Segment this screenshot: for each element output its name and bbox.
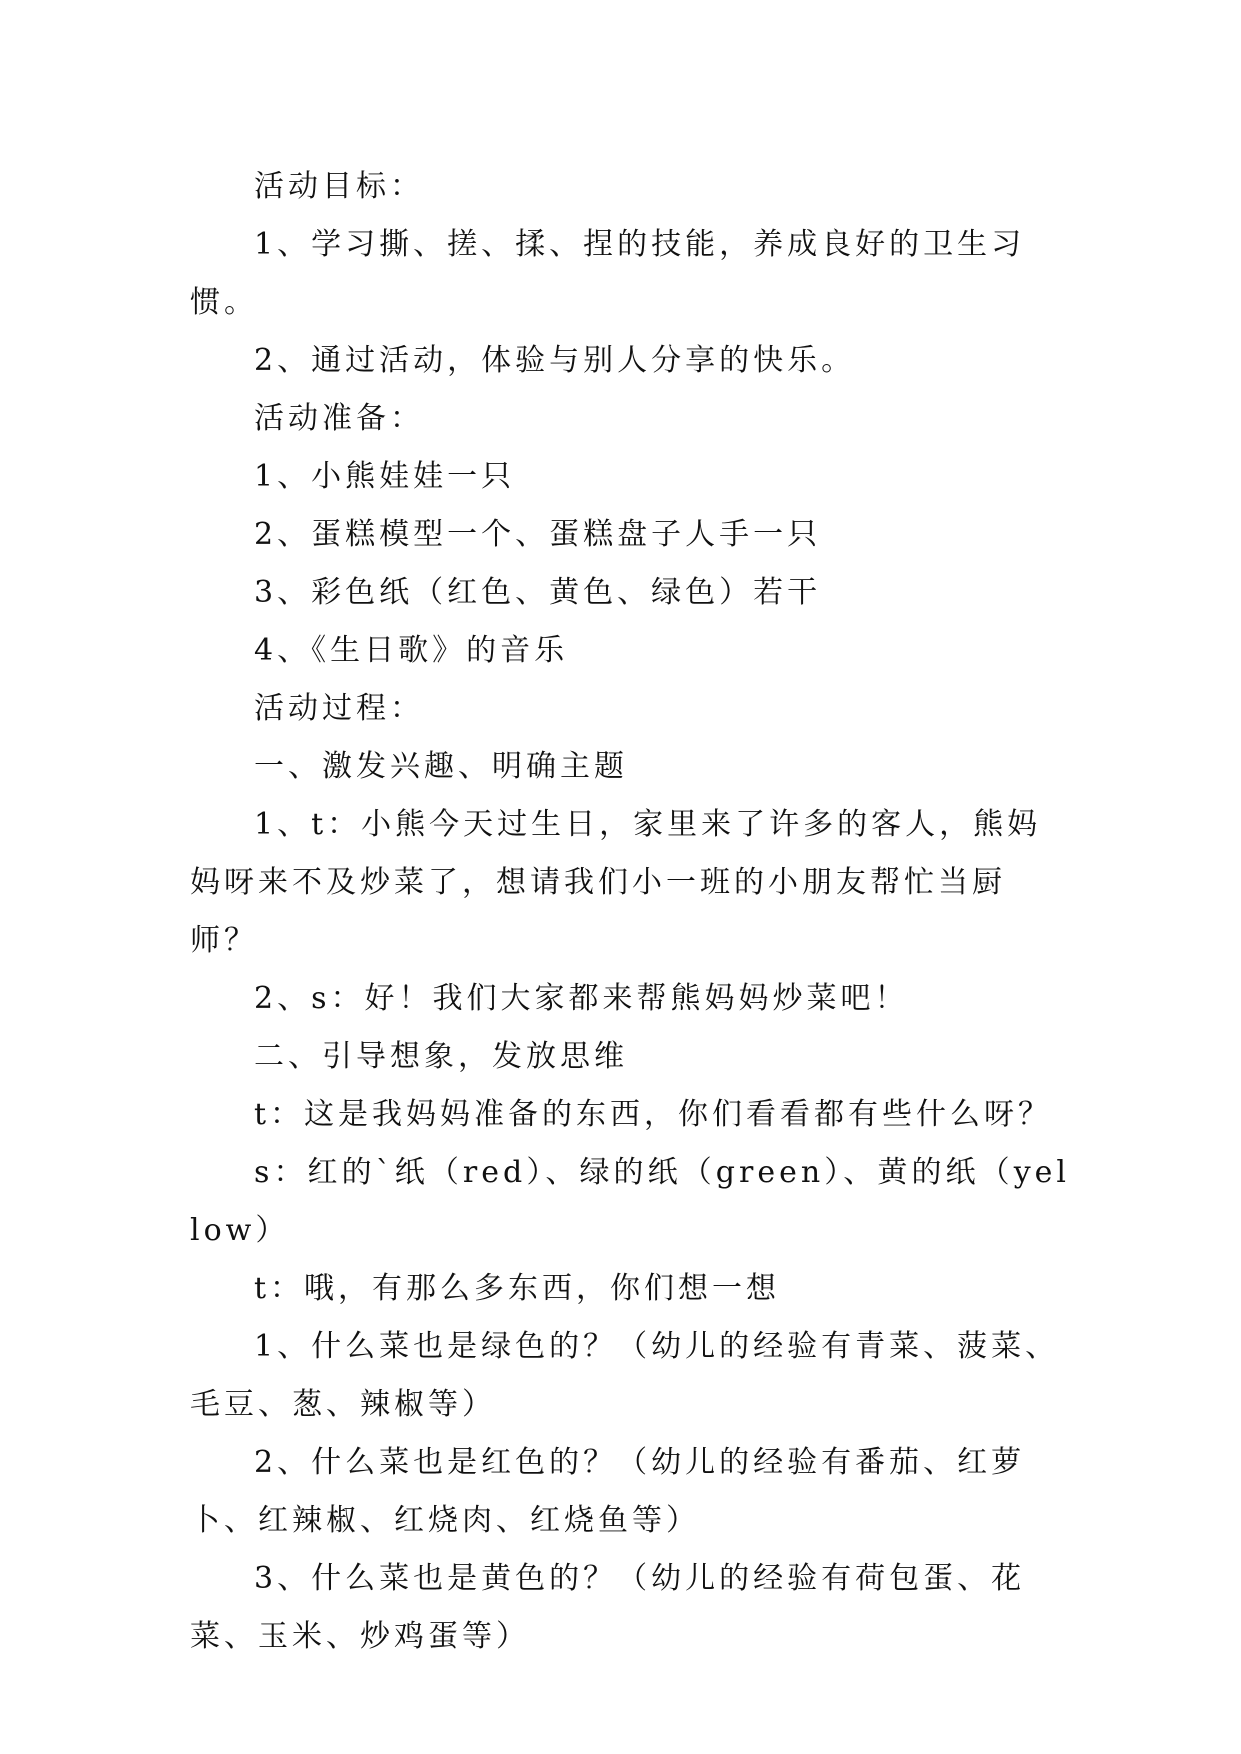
question-red: 2、什么菜也是红色的？（幼儿的经验有番茄、红萝卜、红辣椒、红烧肉、红烧鱼等） <box>190 1445 1026 1538</box>
goal-item-1: 1、学习撕、搓、揉、捏的技能，养成良好的卫生习惯。 <box>190 227 1026 320</box>
question-green: 1、什么菜也是绿色的？（幼儿的经验有青菜、菠菜、毛豆、葱、辣椒等） <box>190 1329 1060 1422</box>
goal-item-2: 2、通过活动，体验与别人分享的快乐。 <box>254 343 856 378</box>
process-section-1: 一、激发兴趣、明确主题 <box>254 749 628 784</box>
process-dialog-4: s：红的`纸（red）、绿的纸（green）、黄的纸（yellow） <box>190 1155 1070 1248</box>
process-dialog-2: 2、s：好！我们大家都来帮熊妈妈炒菜吧！ <box>254 981 909 1016</box>
heading-activity-goals: 活动目标： <box>254 169 424 204</box>
prep-item-2: 2、蛋糕模型一个、蛋糕盘子人手一只 <box>254 517 822 552</box>
process-dialog-3: t：这是我妈妈准备的东西，你们看看都有些什么呀？ <box>254 1097 1053 1132</box>
process-dialog-5: t：哦，有那么多东西，你们想一想 <box>254 1271 781 1306</box>
process-dialog-1: 1、t：小熊今天过生日，家里来了许多的客人，熊妈妈呀来不及炒菜了，想请我们小一班的小朋友帮忙当厨师？ <box>190 807 1042 958</box>
document-body <box>190 158 1070 1666</box>
prep-item-3: 3、彩色纸（红色、黄色、绿色）若干 <box>254 575 822 610</box>
question-yellow: 3、什么菜也是黄色的？（幼儿的经验有荷包蛋、花菜、玉米、炒鸡蛋等） <box>190 1561 1026 1654</box>
prep-item-1: 1、小熊娃娃一只 <box>254 459 516 494</box>
prep-item-4: 4、《生日歌》的音乐 <box>254 633 569 668</box>
heading-activity-process: 活动过程： <box>254 691 424 726</box>
process-section-2: 二、引导想象，发放思维 <box>254 1039 628 1074</box>
heading-activity-preparation: 活动准备： <box>254 401 424 436</box>
